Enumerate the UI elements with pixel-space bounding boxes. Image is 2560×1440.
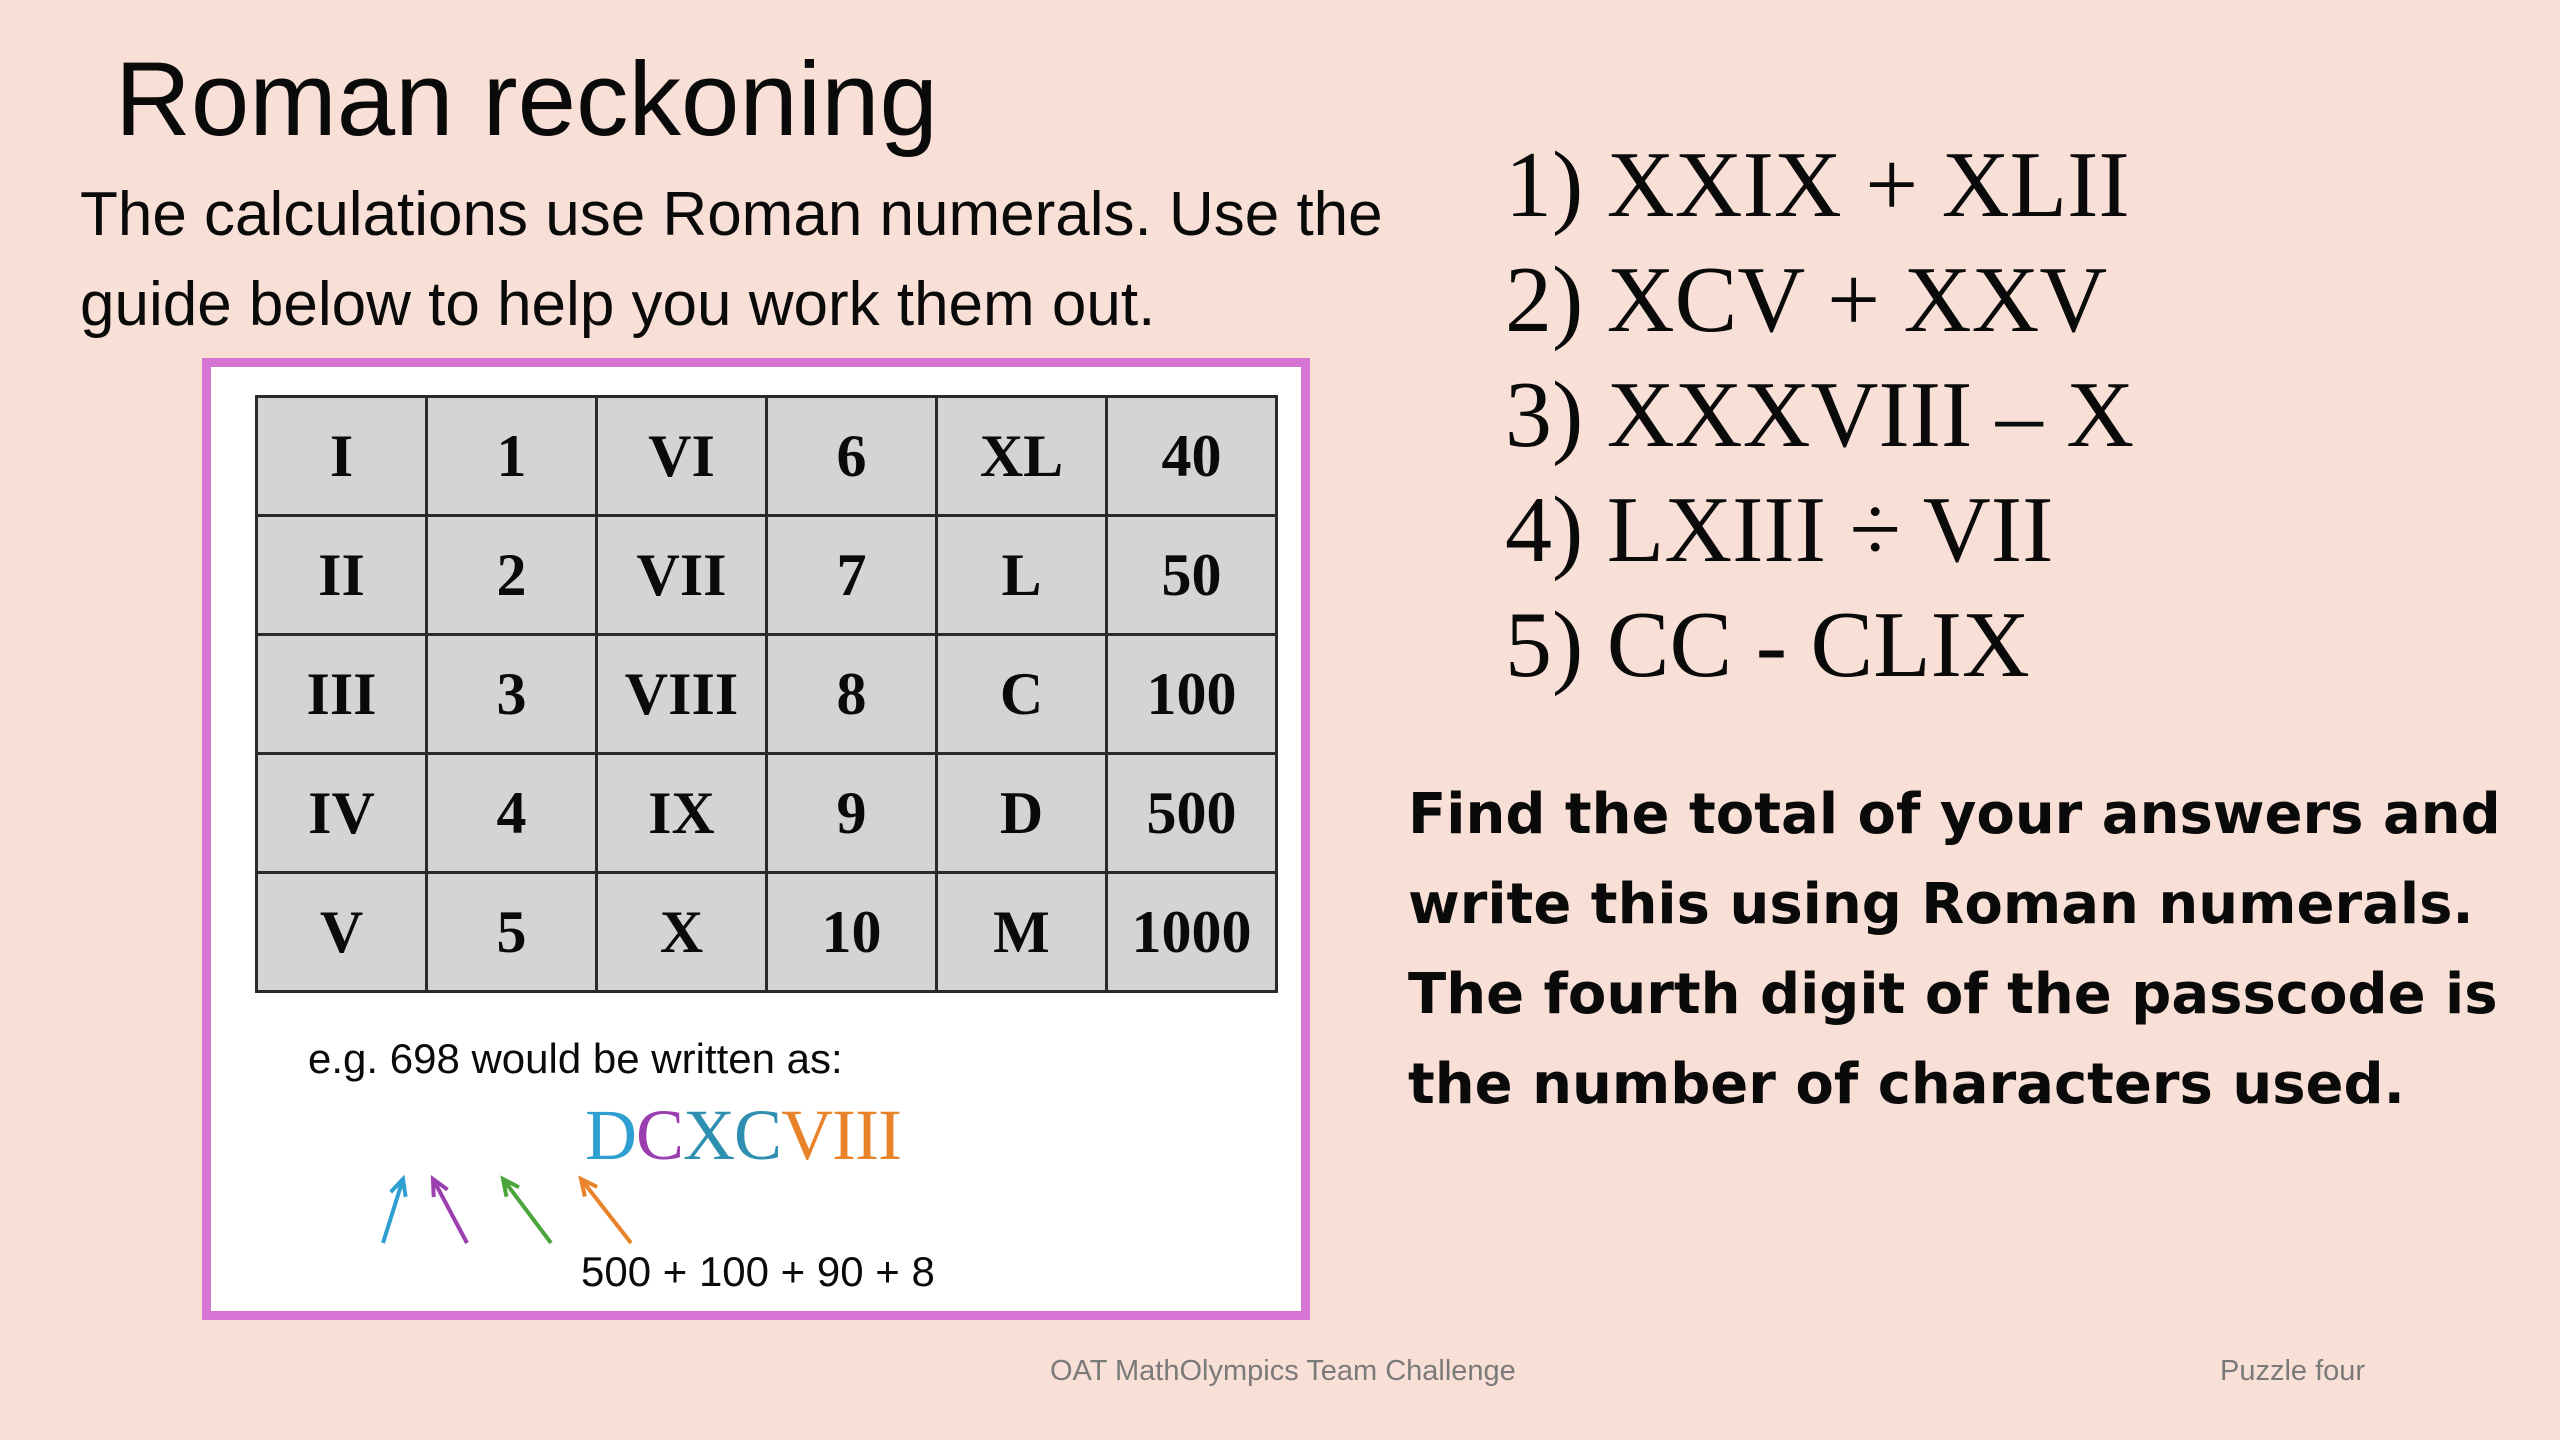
value-cell: 500 [1107,754,1277,873]
numeral-cell: V [257,873,427,992]
numeral-cell: D [937,754,1107,873]
intro-line: The calculations use Roman numerals. Use the [80,180,1383,249]
intro-line: guide below to help you work them out. [80,270,1156,339]
page-title: Roman reckoning [115,41,938,158]
instructions [1408,770,2538,1130]
example-part-viii: VIII [781,1095,901,1175]
example-part-d: D [585,1095,636,1175]
value-cell: 10 [767,873,937,992]
calculation-item: 2) XCV + XXV [1505,248,2108,352]
calculation-item: 1) XXIX + XLII [1505,133,2130,237]
instruction-line: The fourth digit of the passcode is [1408,962,2498,1027]
instruction-line: Find the total of your answers and [1408,782,2501,847]
intro-text [80,170,1500,350]
numeral-cell: II [257,516,427,635]
numeral-cell: VII [597,516,767,635]
arrow-viii [581,1179,631,1243]
calculation-list [1505,128,2134,703]
numeral-cell: III [257,635,427,754]
numeral-cell: VI [597,397,767,516]
arrow-xc [503,1179,551,1243]
roman-guide-panel [202,358,1310,1320]
numeral-cell: VIII [597,635,767,754]
value-cell: 40 [1107,397,1277,516]
numeral-cell: IV [257,754,427,873]
calculation-item: 4) LXIII ÷ VII [1505,478,2054,582]
value-cell: 3 [427,635,597,754]
arrow-c [433,1179,467,1243]
value-cell: 9 [767,754,937,873]
example-arrows [211,367,1301,1311]
value-cell: 2 [427,516,597,635]
numeral-cell: L [937,516,1107,635]
numeral-cell: I [257,397,427,516]
instruction-line: the number of characters used. [1408,1052,2405,1117]
numeral-cell: X [597,873,767,992]
example-part-c: C [636,1095,684,1175]
calculation-item: 5) CC - CLIX [1505,593,2030,697]
example-sum: 500 + 100 + 90 + 8 [581,1248,935,1295]
calculation-item: 3) XXXVIII – X [1505,363,2135,467]
example-part-xc: XC [683,1095,782,1175]
numeral-cell: C [937,635,1107,754]
value-cell: 4 [427,754,597,873]
instruction-line: write this using Roman numerals. [1408,872,2474,937]
value-cell: 50 [1107,516,1277,635]
value-cell: 1 [427,397,597,516]
example-caption: e.g. 698 would be written as: [308,1035,843,1082]
numeral-cell: M [937,873,1107,992]
value-cell: 1000 [1107,873,1277,992]
footer-team-challenge: OAT MathOlympics Team Challenge [1050,1355,1516,1387]
numeral-cell: IX [597,754,767,873]
footer-puzzle-number: Puzzle four [2220,1355,2366,1387]
numeral-cell: XL [937,397,1107,516]
value-cell: 6 [767,397,937,516]
value-cell: 8 [767,635,937,754]
value-cell: 100 [1107,635,1277,754]
value-cell: 7 [767,516,937,635]
value-cell: 5 [427,873,597,992]
